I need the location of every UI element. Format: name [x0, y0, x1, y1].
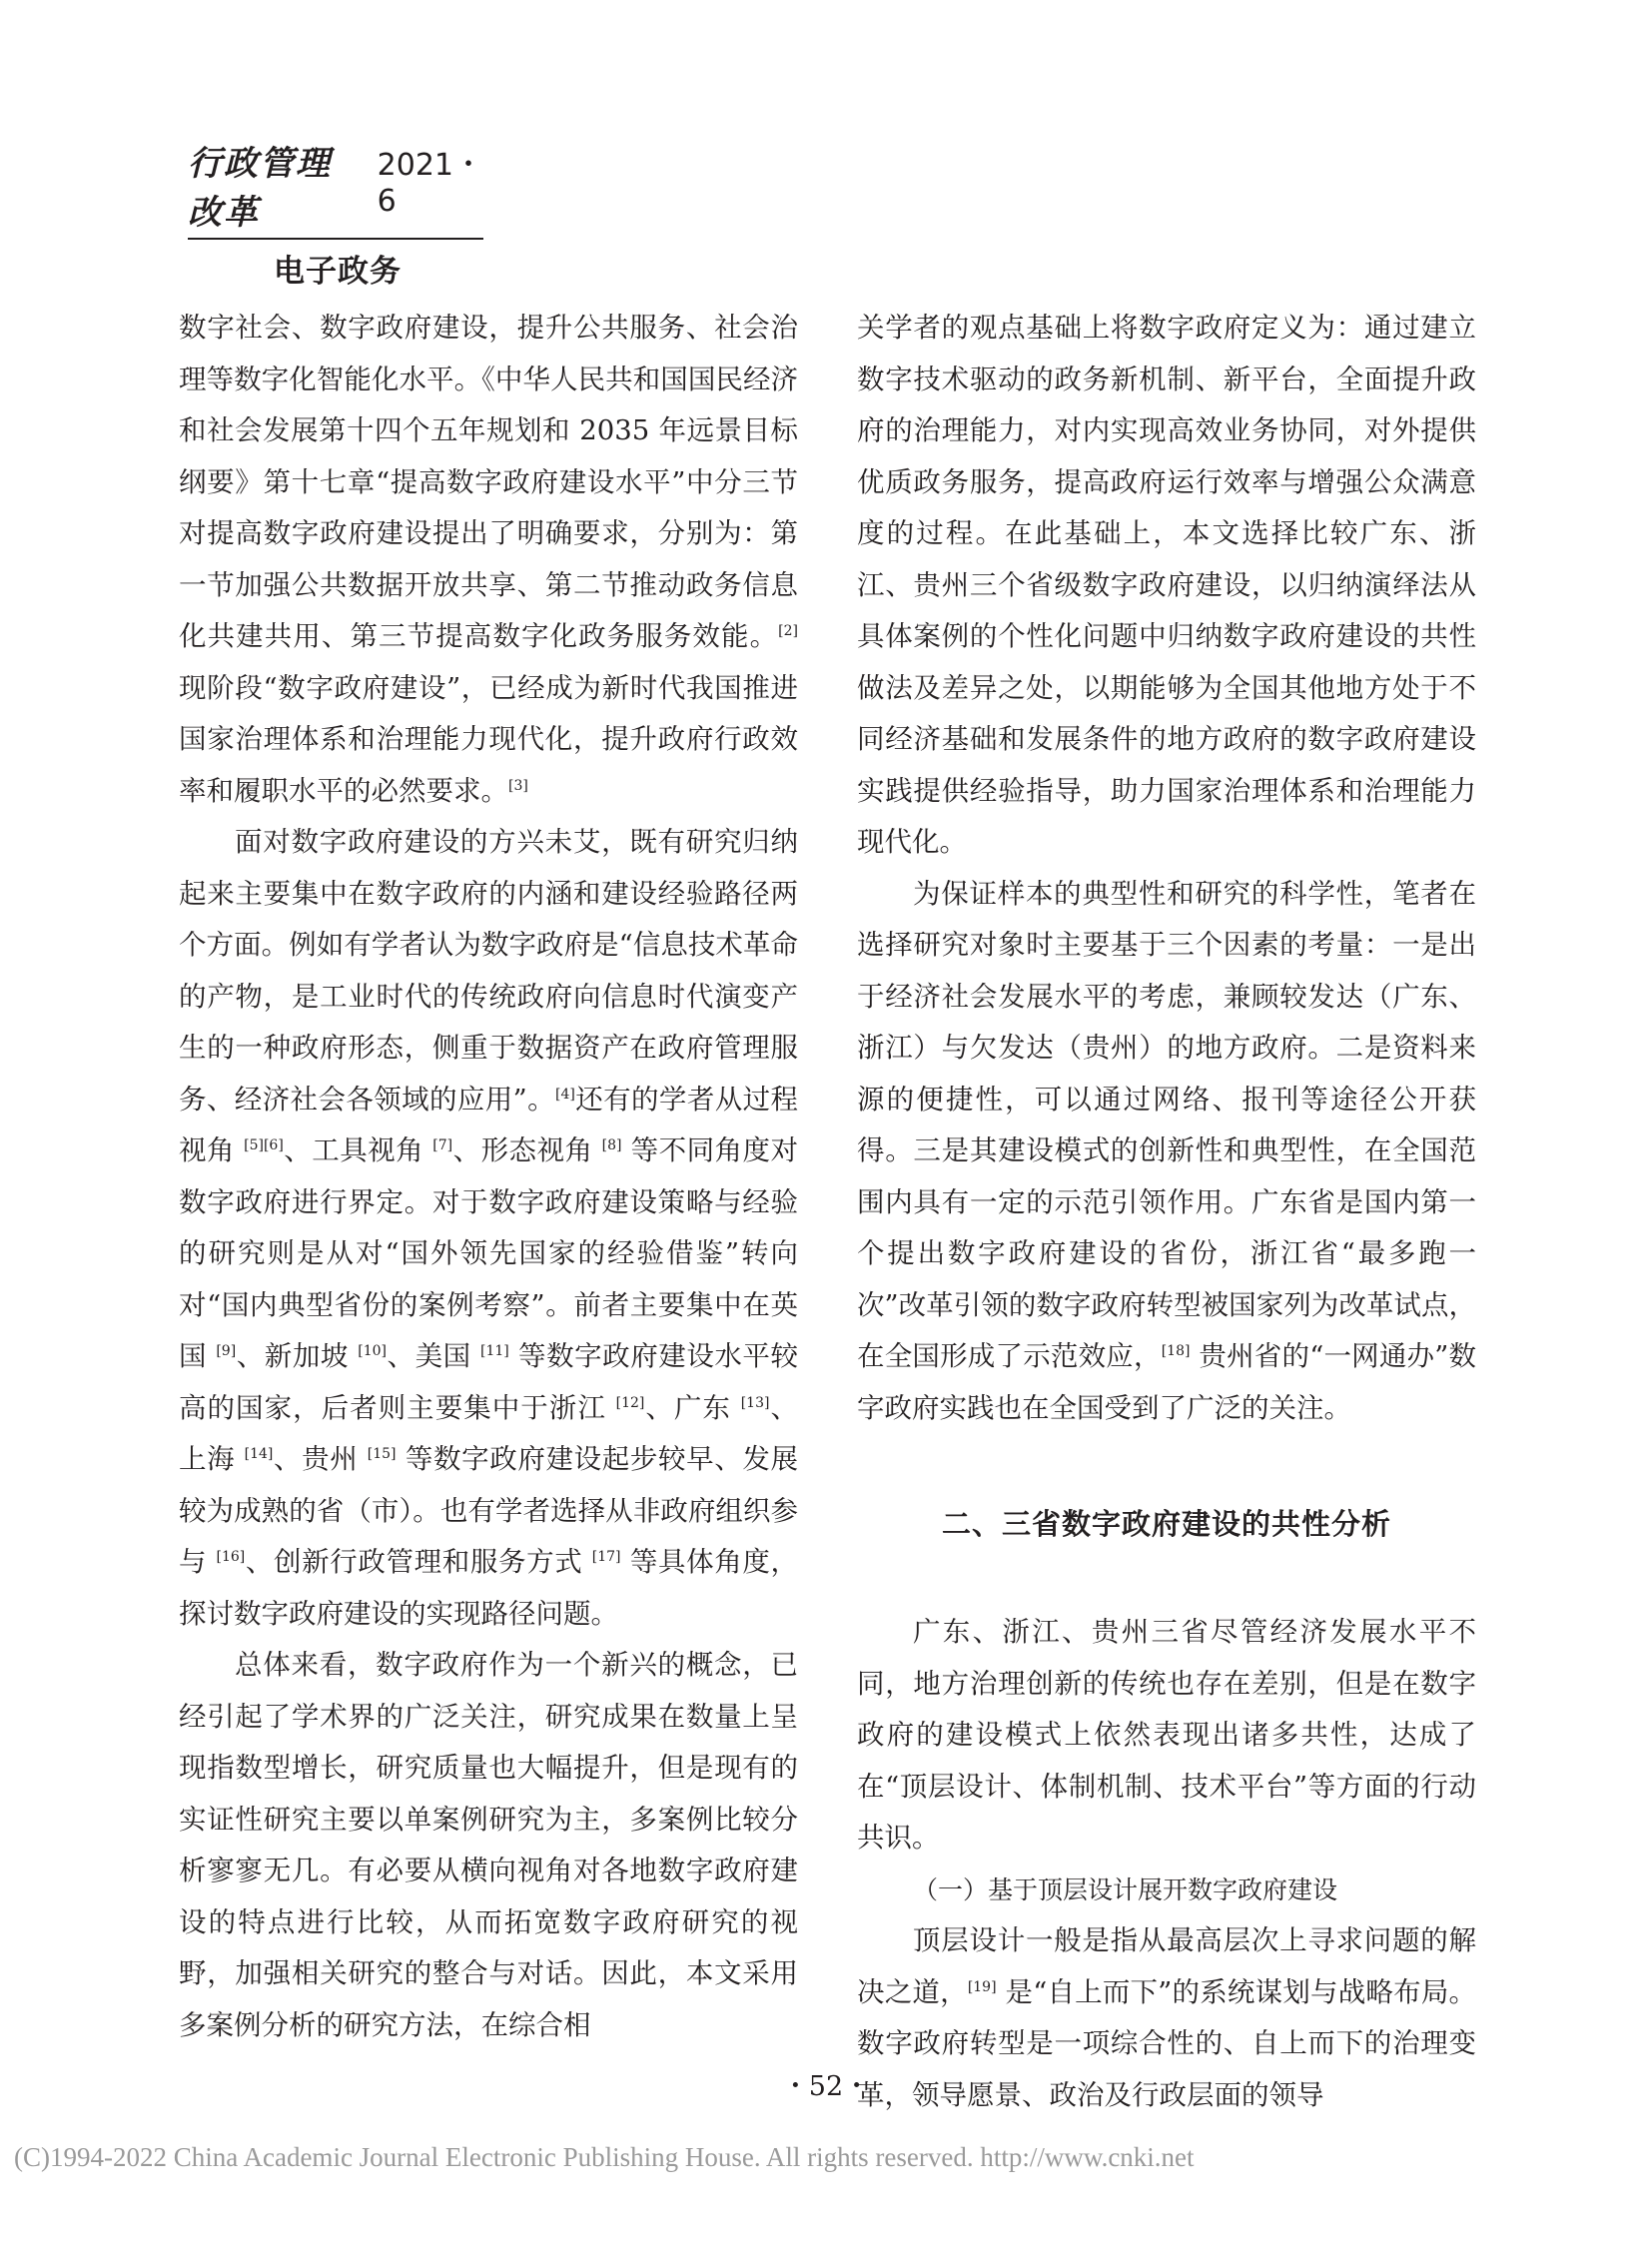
subsection-heading: （一）基于顶层设计展开数字政府建设: [913, 1874, 1338, 1904]
paragraph-text: 面对数字政府建设的方兴未艾，既有研究归纳起来主要集中在数字政府的内涵和建设经验路径两个方面。例如有学者认为数字政府是“信息技术革命的产物，是工业时代的传统政府向信息时代演变产生的一种政府形态，侧重于数据资产在政府管理服务、经济社会各领域的应用”。: [179, 826, 798, 1116]
paragraph-text: 、广东: [644, 1391, 741, 1424]
paragraph-text: 、美国: [386, 1340, 480, 1372]
paragraph-text: 等不同角度对数字政府进行界定。对于数字政府建设策略与经验的研究则是从对“国外领先国家的经验借鉴”转向对“国内典型省份的案例考察”。前者主要集中在英国: [179, 1134, 798, 1372]
body-paragraph: [857, 303, 1476, 869]
paragraph-text: 等数字政府建设起步较早、发展较为成熟的省（市）。也有学者选择从非政府组织参与: [179, 1443, 798, 1578]
paragraph-text: 贵州省的“一网通办”数字政府实践也在全国受到了广泛的关注。: [857, 1340, 1477, 1424]
paragraph-text: 、新加坡: [236, 1340, 359, 1372]
citation-ref: [16]: [216, 1548, 246, 1565]
citation-ref: [15]: [367, 1445, 397, 1462]
paragraph-text: 、形态视角: [452, 1134, 602, 1166]
body-paragraph: [179, 817, 798, 1640]
citation-ref: [5][6]: [244, 1136, 284, 1153]
paragraph-text: 、工具视角: [283, 1134, 433, 1166]
journal-title: 行政管理改革: [188, 144, 332, 233]
citation-ref: [17]: [591, 1548, 621, 1565]
paragraph-text: 、创新行政管理和服务方式: [245, 1546, 592, 1578]
paragraph-text: 等数字政府建设水平较高的国家，后者则主要集中于浙江: [179, 1340, 798, 1424]
journal-line: [188, 136, 483, 234]
citation-ref: [12]: [615, 1394, 645, 1411]
citation-ref: [2]: [778, 622, 798, 639]
citation-ref: [14]: [244, 1445, 274, 1462]
copyright-footer: (C)1994-2022 China Academic Journal Electronic Publishing House. All rights reserved. http://www.cnki.net: [14, 2142, 1195, 2172]
section-name: 电子政务: [274, 254, 402, 290]
paragraph-text: 总体来看，数字政府作为一个新兴的概念，已经引起了学术界的广泛关注，研究成果在数量上呈现指数型增长，研究质量也大幅提升，但是现有的实证性研究主要以单案例研究为主，多案例比较分析寥寥无几。有必要从横向视角对各地数字政府建设的特点进行比较，从而拓宽数字政府研究的视野，加强相关研究的整合与对话。因此，本文采用多案例分析的研究方法，在综合相: [179, 1649, 798, 2041]
right-column: [857, 303, 1476, 2121]
paragraph-text: 顶层设计一般是指从最高层次上寻求问题的解决之道，: [857, 1924, 1476, 2008]
citation-ref: [11]: [479, 1342, 509, 1359]
paragraph-text: 广东、浙江、贵州三省尽管经济发展水平不同，地方治理创新的传统也存在差别，但是在数字政府的建设模式上依然表现出诸多共性，达成了在“顶层设计、体制机制、技术平台”等方面的行动共识。: [857, 1616, 1476, 1854]
paragraph-text: 关学者的观点基础上将数字政府定义为：通过建立数字技术驱动的政务新机制、新平台，全面提升政府的治理能力，对内实现高效业务协同，对外提供优质政务服务，提高政府运行效率与增强公众满意度的过程。在此基础上，本文选择比较广东、浙江、贵州三个省级数字政府建设，以归纳演绎法从具体案例的个性化问题中归纳数字政府建设的共性做法及差异之处，以期能够为全国其他地方处于不同经济基础和发展条件的地方政府的数字政府建设实践提供经验指导，助力国家治理体系和治理能力现代化。: [857, 312, 1476, 858]
paragraph-text: 是“自上而下”的系统谋划与战略布局。数字政府转型是一项综合性的、自上而下的治理变革，领导愿景、政治及行政层面的领导: [857, 1975, 1477, 2111]
paragraph-text: 、贵州: [273, 1443, 368, 1475]
header-rule: [188, 238, 483, 240]
paragraph-text: 为保证样本的典型性和研究的科学性，笔者在选择研究对象时主要基于三个因素的考量：一是出于经济社会发展水平的考虑，兼顾较发达（广东、浙江）与欠发达（贵州）的地方政府。二是资料来源的便捷性，可以通过网络、报刊等途径公开获得。三是其建设模式的创新性和典型性，在全国范围内具有一定的示范引领作用。广东省是国内第一个提出数字政府建设的省份，浙江省“最多跑一次”改革引领的数字政府转型被国家列为改革试点，在全国形成了示范效应，: [857, 877, 1476, 1372]
right-column-body-b: [857, 1607, 1476, 1865]
body-paragraph: [857, 1607, 1476, 1865]
paragraph-text: 数字社会、数字政府建设，提升公共服务、社会治理等数字化智能化水平。《中华人民共和国国民经济和社会发展第十四个五年规划和 2035 年远景目标纲要》第十七章“提高数字政府建设水平”中分三节对提高数字政府建设提出了明确要求，分别为：第一节加强公共数据开放共享、第二节推动政务信息化共建共用、第三节提高数字化政务服务效能。: [179, 312, 798, 652]
paragraph-text: 等具体角度，探讨数字政府建设的实现路径问题。: [179, 1546, 798, 1630]
citation-ref: [3]: [508, 777, 528, 794]
citation-ref: [9]: [216, 1342, 237, 1359]
citation-ref: [18]: [1161, 1342, 1191, 1359]
paragraph-text: 还有的学者从过程视角: [179, 1083, 798, 1166]
left-column: [179, 303, 798, 2051]
page-number: ・52・: [781, 2071, 871, 2102]
citation-ref: [4]: [555, 1086, 575, 1103]
right-column-body-a: [857, 303, 1476, 1434]
paragraph-text: 、上海: [179, 1391, 798, 1475]
body-paragraph: [179, 1640, 798, 2051]
journal-issue: 2021・6: [377, 148, 483, 219]
body-paragraph: [857, 869, 1476, 1435]
citation-ref: [8]: [601, 1136, 622, 1153]
citation-ref: [19]: [967, 1978, 997, 1995]
citation-ref: [7]: [432, 1136, 453, 1153]
citation-ref: [13]: [740, 1394, 770, 1411]
citation-ref: [10]: [358, 1342, 387, 1359]
paragraph-text: 现阶段“数字政府建设”，已经成为新时代我国推进国家治理体系和治理能力现代化，提升政府行政效率和履职水平的必然要求。: [179, 671, 798, 807]
running-header: [188, 136, 483, 291]
section-heading: 二、三省数字政府建设的共性分析: [941, 1507, 1391, 1541]
body-paragraph: [179, 303, 798, 817]
